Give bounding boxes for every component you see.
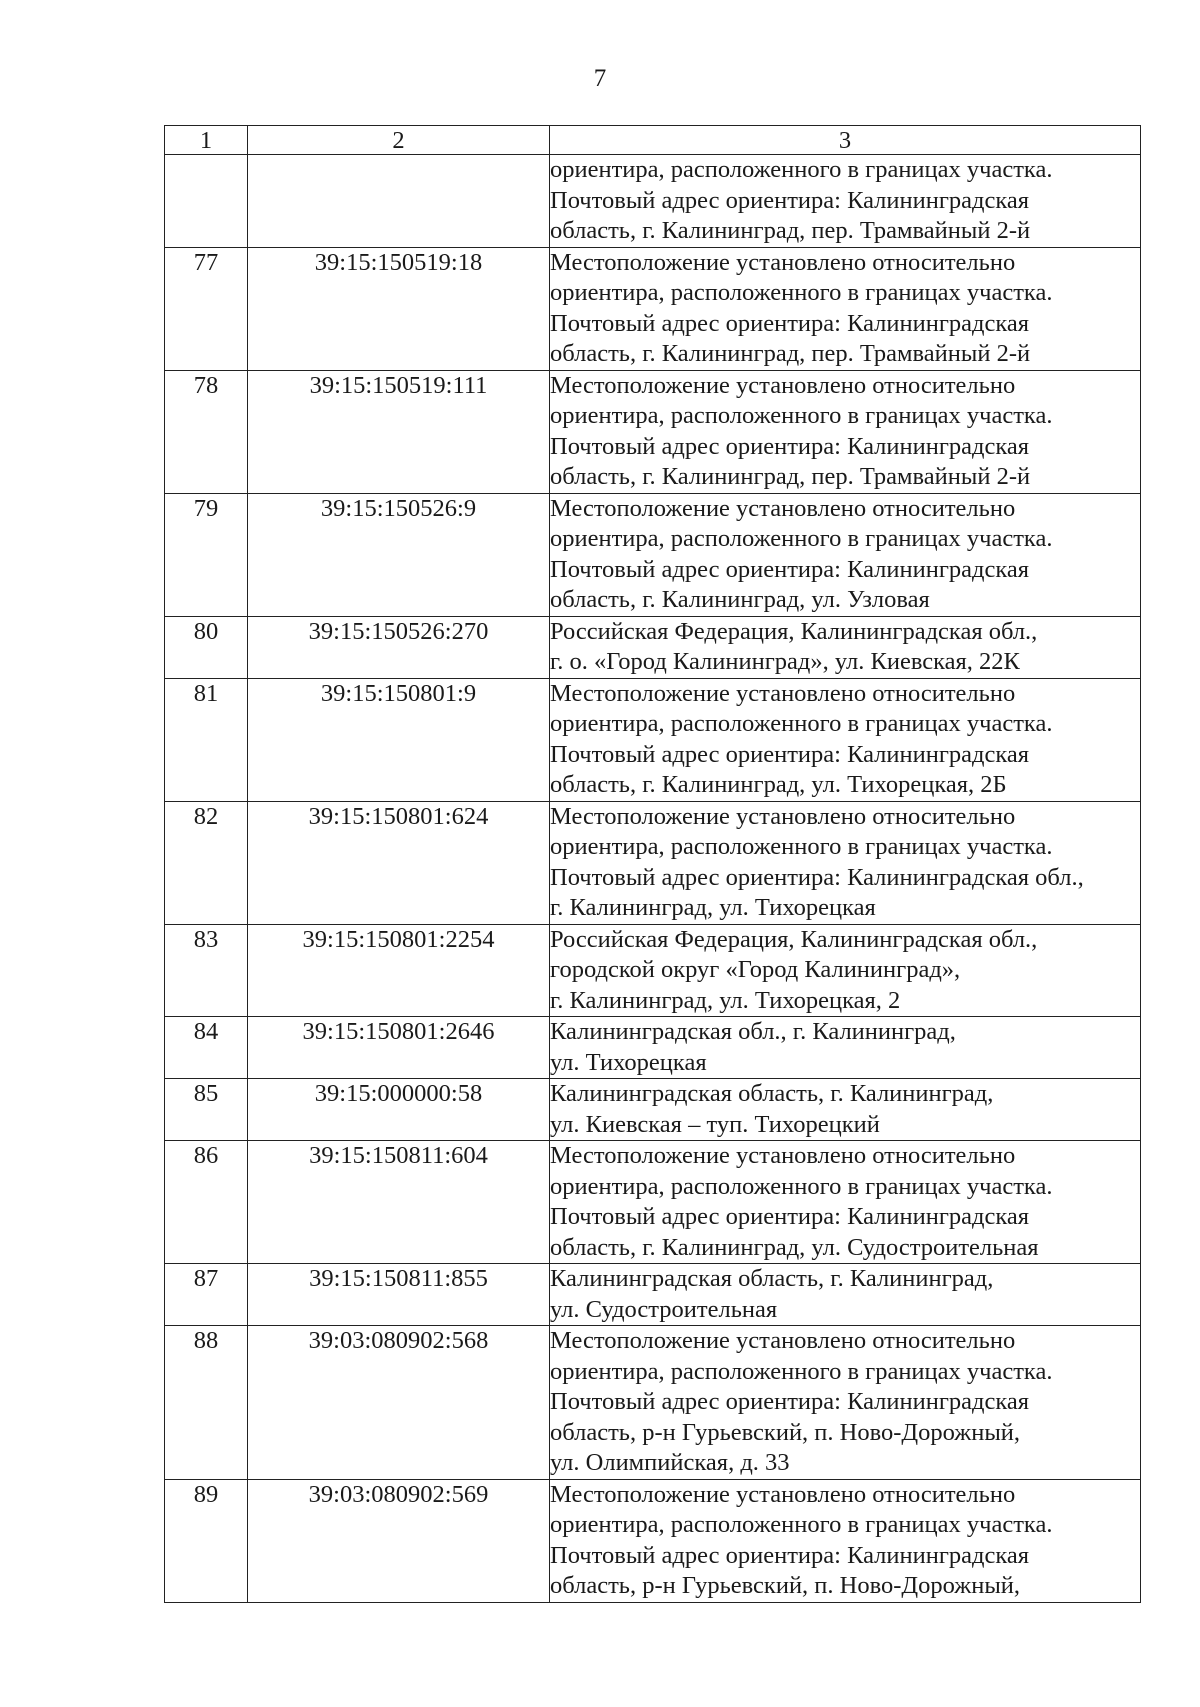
address-cell (550, 801, 1141, 924)
row-number-cell: 88 (165, 1326, 248, 1480)
table-row (165, 1017, 1141, 1079)
cadastral-number-cell (248, 155, 550, 248)
address-line: Почтовый адрес ориентира: Калининградская (550, 555, 1030, 583)
address-line: ул. Олимпийская, д. 33 (550, 1449, 790, 1476)
cadastral-number-cell: 39:15:150801:2254 (248, 924, 550, 1017)
row-number-cell: 84 (165, 1017, 248, 1079)
address-line: Местоположение установлено относительно (550, 494, 1016, 522)
cadastral-number-cell: 39:15:150801:624 (248, 801, 550, 924)
row-number-cell: 79 (165, 493, 248, 616)
address-line: область, г. Калининград, пер. Трамвайный 2-й (550, 217, 1031, 244)
address-line: Калининградская обл., г. Калининград, (550, 1018, 956, 1045)
address-line: ориентира, расположенного в границах участка. (550, 402, 1053, 429)
address-line: Местоположение установлено относительно (550, 802, 1016, 830)
address-line: Местоположение установлено относительно (550, 248, 1016, 276)
table-row (165, 1479, 1141, 1602)
land-plots-table (164, 125, 1141, 1603)
address-line: Местоположение установлено относительно (550, 1327, 1016, 1354)
address-line: область, г. Калининград, пер. Трамвайный 2-й (550, 463, 1031, 490)
address-line: Почтовый адрес ориентира: Калининградская (550, 1203, 1030, 1230)
address-line: область, р-н Гурьевский, п. Ново-Дорожный, (550, 1418, 1021, 1446)
cadastral-number-cell: 39:15:150811:855 (248, 1264, 550, 1326)
cadastral-number-cell: 39:15:150519:18 (248, 247, 550, 370)
address-cell (550, 155, 1141, 248)
address-cell (550, 616, 1141, 678)
address-line: Почтовый адрес ориентира: Калининградская (550, 740, 1030, 768)
address-cell (550, 247, 1141, 370)
address-line: ул. Тихорецкая (550, 1048, 707, 1076)
address-line: Калининградская область, г. Калининград, (550, 1265, 994, 1292)
address-line: Почтовый адрес ориентира: Калининградская обл., (550, 863, 1084, 891)
address-line: ориентира, расположенного в границах участка. (550, 525, 1053, 552)
row-number-cell: 80 (165, 616, 248, 678)
address-line: Местоположение установлено относительно (550, 1142, 1016, 1169)
address-cell (550, 1017, 1141, 1079)
address-line: ориентира, расположенного в границах участка. (550, 1357, 1053, 1385)
address-line: городской округ «Город Калининград», (550, 956, 961, 983)
address-cell (550, 1079, 1141, 1141)
address-line: ориентира, расположенного в границах участка. (550, 279, 1053, 306)
row-number-cell: 89 (165, 1479, 248, 1602)
cadastral-number-cell: 39:15:150801:2646 (248, 1017, 550, 1079)
address-line: Местоположение установлено относительно (550, 679, 1016, 707)
table-row (165, 493, 1141, 616)
address-line: Почтовый адрес ориентира: Калининградская (550, 186, 1030, 214)
address-cell (550, 1479, 1141, 1602)
table-row (165, 924, 1141, 1017)
address-cell (550, 493, 1141, 616)
cadastral-number-cell: 39:15:150519:111 (248, 370, 550, 493)
address-line: ориентира, расположенного в границах участка. (550, 156, 1053, 183)
table-row (165, 678, 1141, 801)
column-header-address: 3 (550, 126, 1141, 155)
address-line: ориентира, расположенного в границах участка. (550, 1511, 1053, 1538)
address-line: область, г. Калининград, ул. Судостроительная (550, 1233, 1039, 1261)
address-cell (550, 678, 1141, 801)
address-line: ориентира, расположенного в границах участка. (550, 1172, 1053, 1200)
table-row (165, 1326, 1141, 1480)
address-line: область, г. Калининград, ул. Узловая (550, 586, 930, 613)
row-number-cell: 82 (165, 801, 248, 924)
address-line: ул. Киевская – туп. Тихорецкий (550, 1110, 880, 1138)
address-line: область, г. Калининград, ул. Тихорецкая, 2Б (550, 771, 1007, 798)
address-line: Местоположение установлено относительно (550, 1480, 1016, 1508)
page-number: 7 (593, 65, 607, 92)
table-row (165, 1141, 1141, 1264)
address-line: Почтовый адрес ориентира: Калининградская (550, 309, 1030, 337)
address-line: Калининградская область, г. Калининград, (550, 1080, 994, 1107)
address-line: Почтовый адрес ориентира: Калининградская (550, 432, 1030, 460)
table-row (165, 616, 1141, 678)
column-header-number: 1 (165, 126, 248, 155)
column-header-cadastral-number: 2 (248, 126, 550, 155)
address-line: Российская Федерация, Калининградская обл., (550, 925, 1038, 953)
row-number-cell: 81 (165, 678, 248, 801)
table-row (165, 801, 1141, 924)
table-row (165, 1079, 1141, 1141)
address-line: область, г. Калининград, пер. Трамвайный 2-й (550, 340, 1031, 367)
cadastral-number-cell: 39:03:080902:569 (248, 1479, 550, 1602)
address-line: область, р-н Гурьевский, п. Ново-Дорожный, (550, 1572, 1021, 1599)
cadastral-number-cell: 39:03:080902:568 (248, 1326, 550, 1480)
address-line: Почтовый адрес ориентира: Калининградская (550, 1541, 1030, 1569)
address-line: г. о. «Город Калининград», ул. Киевская, 22К (550, 648, 1020, 675)
row-number-cell: 77 (165, 247, 248, 370)
row-number-cell (165, 155, 248, 248)
address-line: ориентира, расположенного в границах участка. (550, 833, 1053, 860)
table-row (165, 247, 1141, 370)
cadastral-number-cell: 39:15:150526:270 (248, 616, 550, 678)
address-cell (550, 1326, 1141, 1480)
table-row (165, 370, 1141, 493)
row-number-cell: 86 (165, 1141, 248, 1264)
address-line: г. Калининград, ул. Тихорецкая, 2 (550, 986, 901, 1014)
table-row (165, 155, 1141, 248)
row-number-cell: 85 (165, 1079, 248, 1141)
table-header-row (165, 126, 1141, 155)
row-number-cell: 83 (165, 924, 248, 1017)
address-line: ориентира, расположенного в границах участка. (550, 710, 1053, 737)
cadastral-number-cell: 39:15:150801:9 (248, 678, 550, 801)
address-cell (550, 1264, 1141, 1326)
row-number-cell: 78 (165, 370, 248, 493)
address-line: ул. Судостроительная (550, 1295, 778, 1323)
address-line: Почтовый адрес ориентира: Калининградская (550, 1388, 1030, 1415)
row-number-cell: 87 (165, 1264, 248, 1326)
address-cell (550, 370, 1141, 493)
table-body (165, 155, 1141, 1603)
address-line: г. Калининград, ул. Тихорецкая (550, 894, 876, 921)
address-line: Российская Федерация, Калининградская обл., (550, 617, 1038, 645)
address-cell (550, 924, 1141, 1017)
table-row (165, 1264, 1141, 1326)
address-line: Местоположение установлено относительно (550, 371, 1016, 399)
cadastral-number-cell: 39:15:150526:9 (248, 493, 550, 616)
address-cell (550, 1141, 1141, 1264)
cadastral-number-cell: 39:15:150811:604 (248, 1141, 550, 1264)
cadastral-number-cell: 39:15:000000:58 (248, 1079, 550, 1141)
